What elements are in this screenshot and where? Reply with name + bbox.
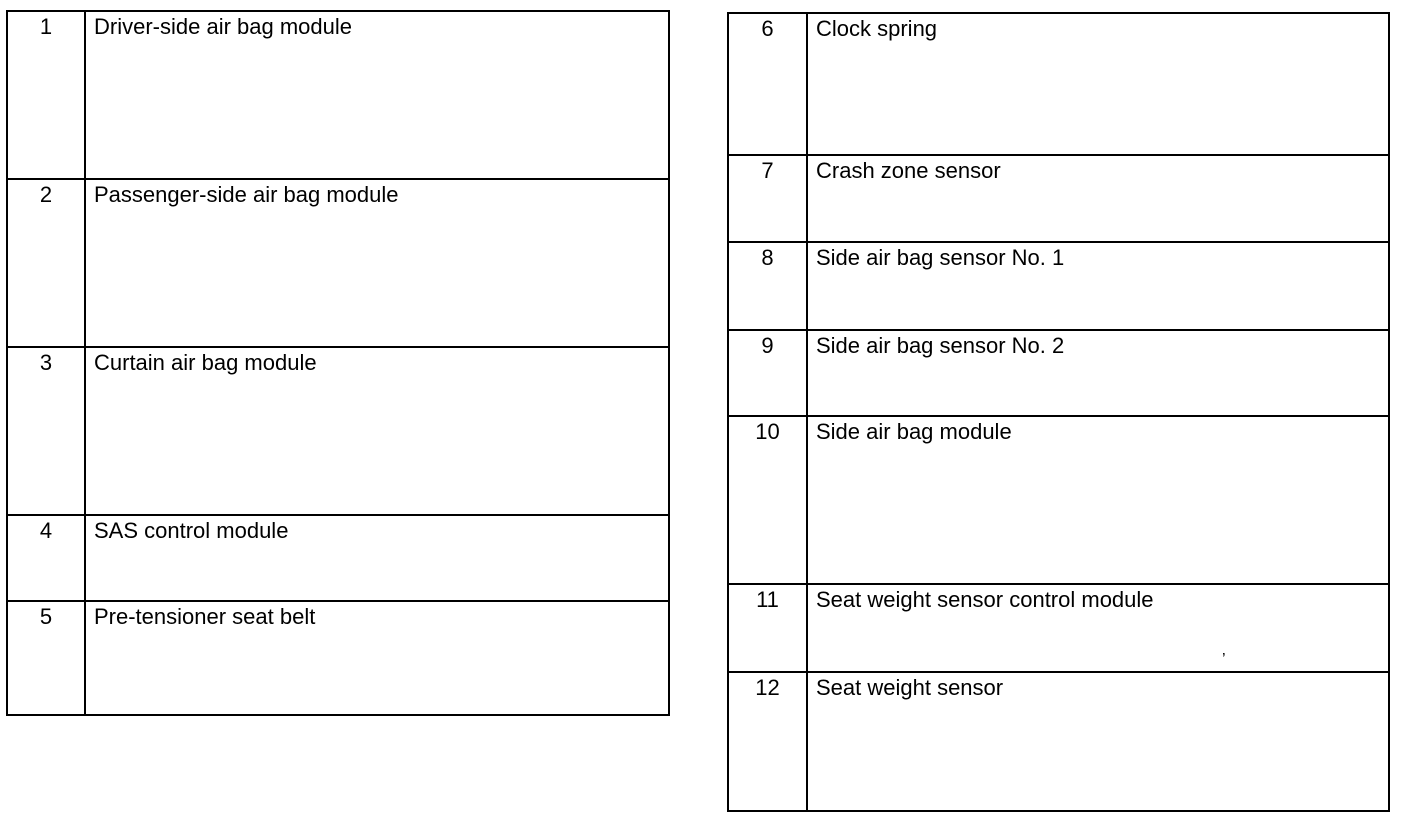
component-label: Clock spring: [807, 13, 1389, 155]
row-number: 12: [728, 672, 807, 811]
table-row: [728, 242, 1389, 330]
component-legend-table-left: [6, 10, 670, 716]
table-row: [7, 11, 669, 179]
row-number: 8: [728, 242, 807, 330]
stray-scan-mark: ’: [1222, 651, 1226, 668]
table-row: [728, 672, 1389, 811]
table-row: [7, 347, 669, 515]
component-legend-table-right: [727, 12, 1390, 812]
row-number: 3: [7, 347, 85, 515]
table-row: [7, 179, 669, 347]
row-number: 11: [728, 584, 807, 672]
row-number: 5: [7, 601, 85, 715]
component-label: Passenger-side air bag module: [85, 179, 669, 347]
row-number: 2: [7, 179, 85, 347]
row-number: 7: [728, 155, 807, 242]
row-number: 1: [7, 11, 85, 179]
component-label: Pre-tensioner seat belt: [85, 601, 669, 715]
table-row: [728, 584, 1389, 672]
component-label: Crash zone sensor: [807, 155, 1389, 242]
component-label: Side air bag sensor No. 2: [807, 330, 1389, 416]
table-row: [728, 416, 1389, 584]
component-label: Side air bag module: [807, 416, 1389, 584]
table-row: [728, 155, 1389, 242]
component-label: Driver-side air bag module: [85, 11, 669, 179]
row-number: 6: [728, 13, 807, 155]
component-label: Seat weight sensor control module: [807, 584, 1389, 672]
row-number: 10: [728, 416, 807, 584]
component-label: Side air bag sensor No. 1: [807, 242, 1389, 330]
component-label: Curtain air bag module: [85, 347, 669, 515]
table-row: [7, 601, 669, 715]
row-number: 4: [7, 515, 85, 601]
table-row: [728, 330, 1389, 416]
table-row: [728, 13, 1389, 155]
table-row: [7, 515, 669, 601]
component-label: Seat weight sensor: [807, 672, 1389, 811]
component-label: SAS control module: [85, 515, 669, 601]
row-number: 9: [728, 330, 807, 416]
